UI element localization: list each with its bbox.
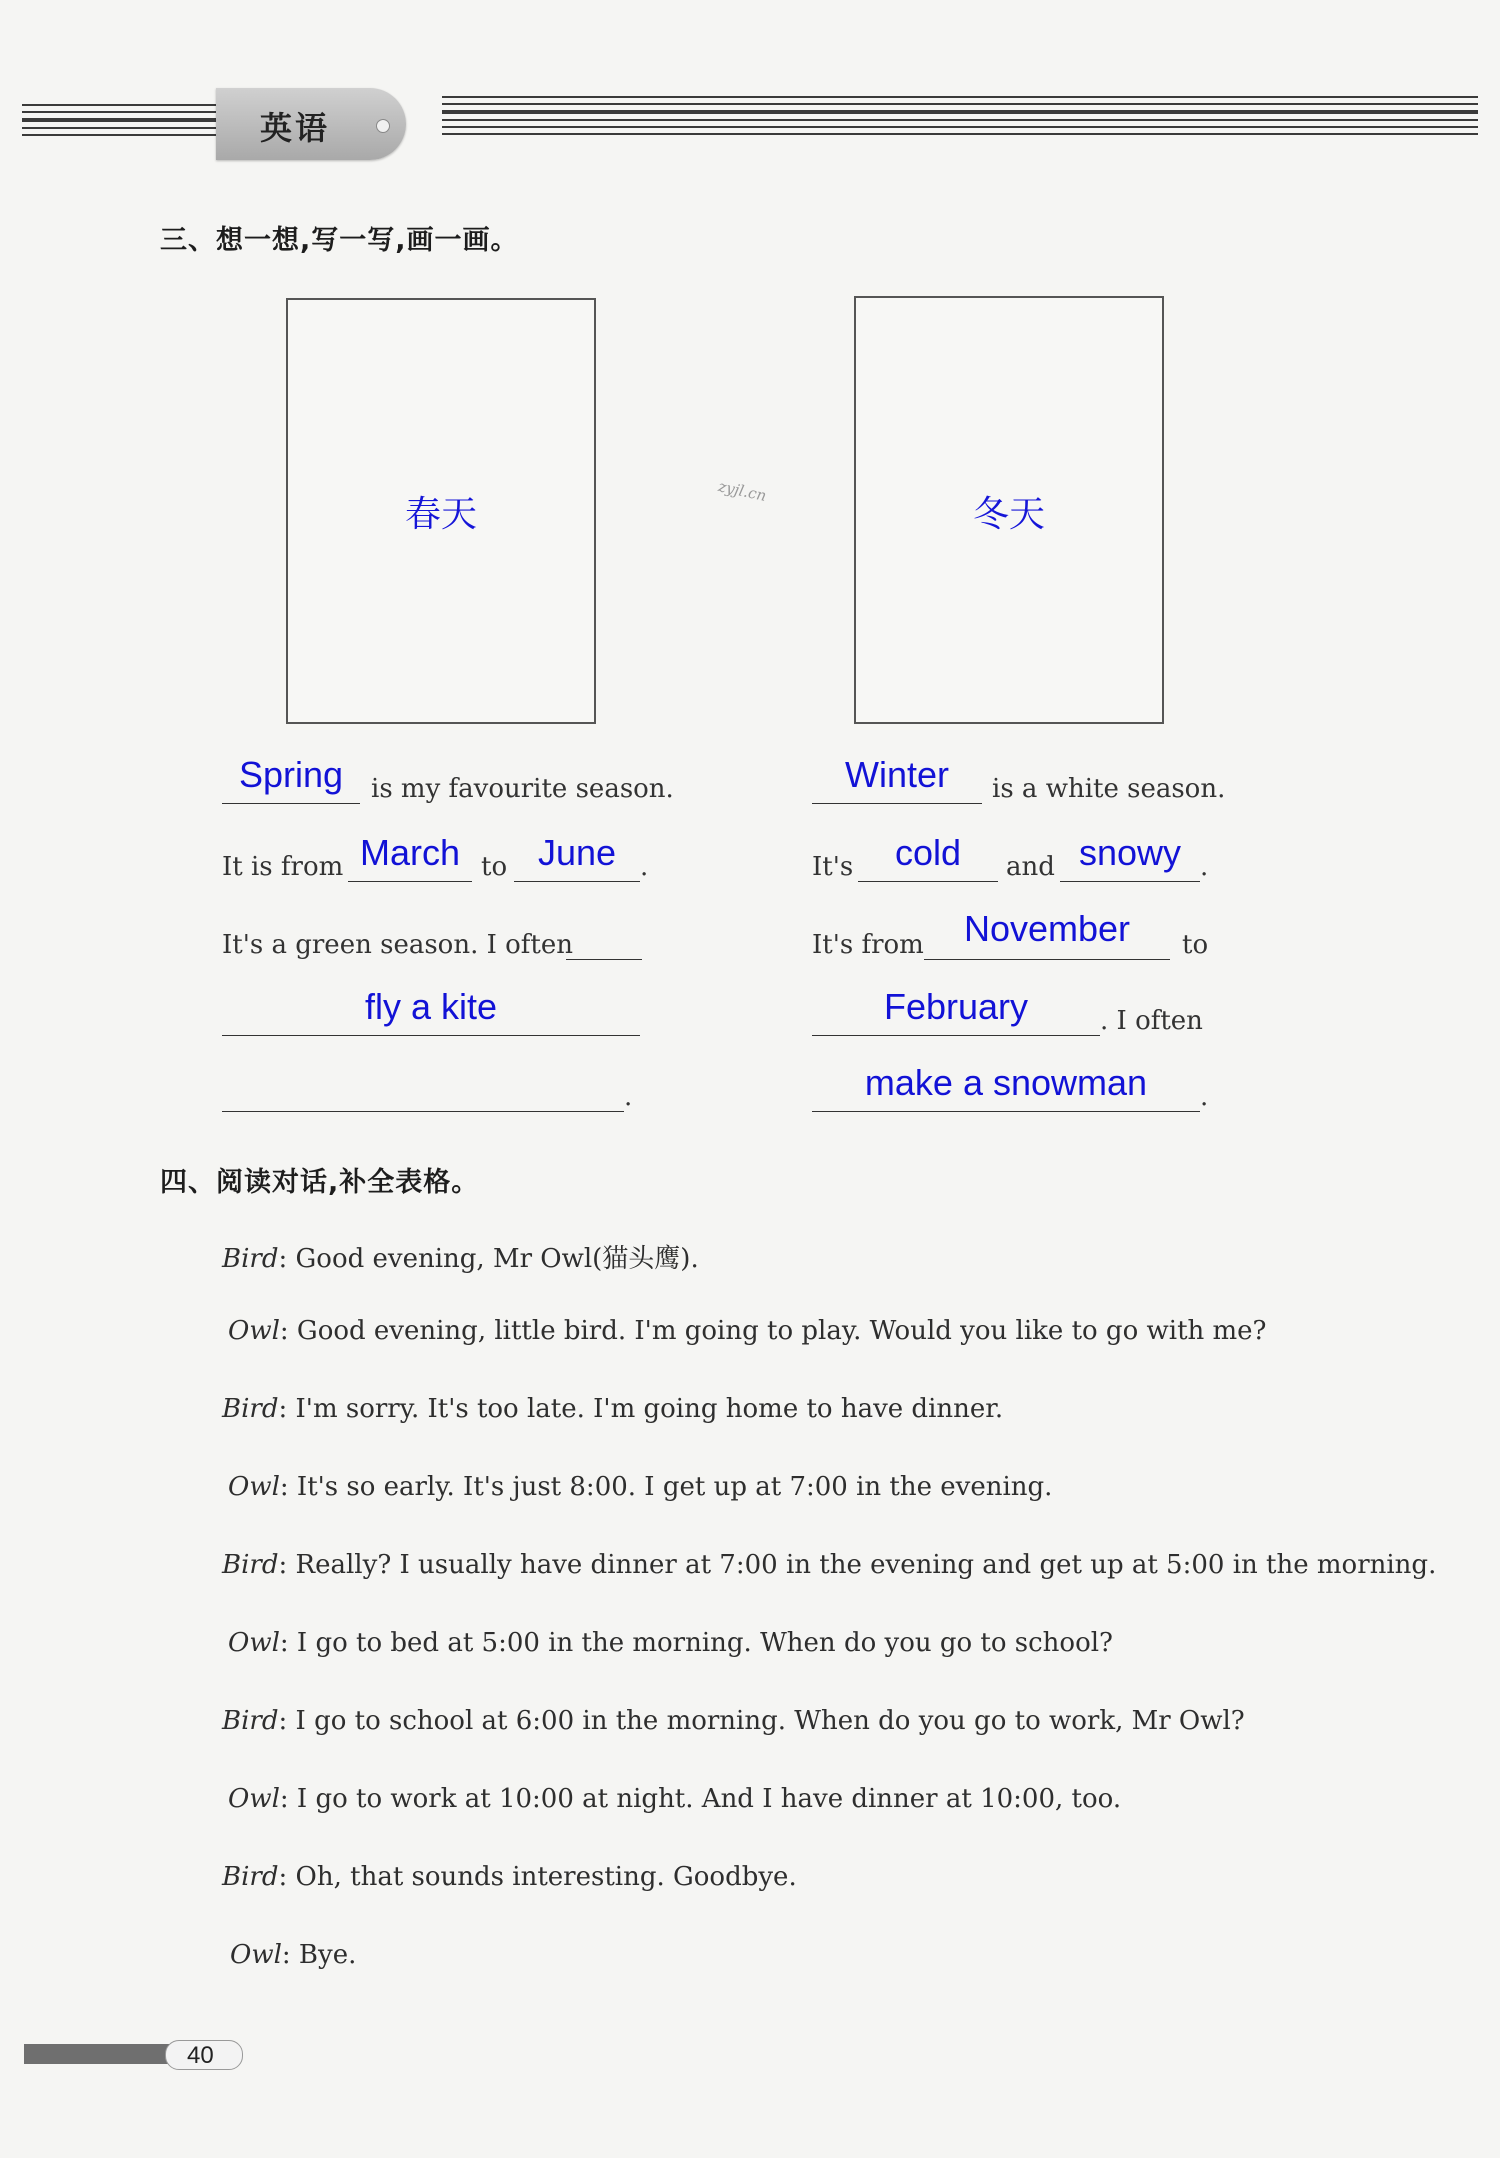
utterance: I go to school at 6:00 in the morning. When do you go to work, Mr Owl? <box>295 1706 1245 1736</box>
period: . <box>624 1082 633 1112</box>
text-and: and <box>1006 852 1055 882</box>
utterance: Bye. <box>298 1940 357 1970</box>
blank-line <box>812 1110 1200 1112</box>
blank-line <box>348 880 472 882</box>
answer-to-left: June <box>537 832 617 873</box>
answer-adjective-2: snowy <box>1078 832 1182 873</box>
answer-adjective-1: cold <box>894 832 962 873</box>
text-favourite: is my favourite season. <box>371 774 674 804</box>
text-to: to <box>481 852 508 882</box>
dialogue-line: Owl: I go to bed at 5:00 in the morning. When do you go to school? <box>228 1628 1113 1658</box>
blank-line <box>514 880 640 882</box>
text-often: . I often <box>1100 1006 1203 1036</box>
blank-line <box>566 958 642 960</box>
answer-season-right: Winter <box>844 754 949 795</box>
answer-activity-left: fly a kite <box>364 986 498 1027</box>
section4-heading: 四、阅读对话,补全表格。 <box>160 1167 480 1198</box>
picture-frame-spring <box>286 298 596 724</box>
page-number: 40 <box>187 2042 214 2069</box>
utterance: I go to work at 10:00 at night. And I have dinner at 10:00, too. <box>296 1784 1122 1814</box>
answer-activity-right: make a snowman <box>864 1062 1148 1103</box>
watermark: zyjl.cn <box>716 477 768 505</box>
dialogue-line: Bird: I go to school at 6:00 in the morning. When do you go to work, Mr Owl? <box>222 1706 1245 1736</box>
period: . <box>1200 1082 1209 1112</box>
footer-bar <box>24 2044 174 2064</box>
text-its-from: It's from <box>812 930 924 960</box>
header-rule-right <box>442 96 1478 140</box>
speaker: Owl <box>228 1472 280 1502</box>
period: . <box>1200 852 1209 882</box>
blank-line <box>1060 880 1200 882</box>
dialogue-line: Bird: Good evening, Mr Owl(猫头鹰). <box>222 1244 699 1274</box>
text-green-season: It's a green season. I often <box>222 930 573 960</box>
utterance: It's so early. It's just 8:00. I get up at 7:00 in the evening. <box>296 1472 1053 1502</box>
dialogue-line: Bird: Oh, that sounds interesting. Goodbye. <box>222 1862 797 1892</box>
speaker: Owl <box>228 1316 280 1346</box>
blank-line <box>222 1110 624 1112</box>
blank-line <box>222 1034 640 1036</box>
speaker: Bird <box>222 1862 279 1892</box>
dialogue-line: Bird: I'm sorry. It's too late. I'm going home to have dinner. <box>222 1394 1004 1424</box>
utterance: Oh, that sounds interesting. Goodbye. <box>295 1862 797 1892</box>
utterance: Good evening, Mr Owl(猫头鹰). <box>295 1244 699 1274</box>
answer-season-left: Spring <box>238 754 344 795</box>
subject-label: 英语 <box>260 109 331 147</box>
text-to: to <box>1182 930 1209 960</box>
speaker: Owl <box>228 1784 280 1814</box>
text-white-season: is a white season. <box>992 774 1226 804</box>
speaker: Owl <box>228 1628 280 1658</box>
blank-line <box>222 802 360 804</box>
blank-line <box>858 880 998 882</box>
answer-from-left: March <box>359 832 461 873</box>
utterance: I go to bed at 5:00 in the morning. When do you go to school? <box>296 1628 1113 1658</box>
utterance: Really? I usually have dinner at 7:00 in the evening and get up at 5:00 in the morning. <box>295 1550 1437 1580</box>
blank-line <box>812 802 982 804</box>
speaker: Bird <box>222 1244 279 1274</box>
picture-frame-winter <box>854 296 1164 724</box>
dialogue-line: Owl: I go to work at 10:00 at night. And I have dinner at 10:00, too. <box>228 1784 1122 1814</box>
tab-dot-icon <box>376 119 390 133</box>
dialogue-line: Owl: Good evening, little bird. I'm going to play. Would you like to go with me? <box>228 1316 1267 1346</box>
section3-heading: 三、想一想,写一写,画一画。 <box>160 225 519 256</box>
picture-label-winter: 冬天 <box>972 494 1045 535</box>
speaker: Bird <box>222 1550 279 1580</box>
speaker: Bird <box>222 1394 279 1424</box>
answer-to-right: February <box>883 986 1029 1027</box>
blank-line <box>924 958 1170 960</box>
utterance: Good evening, little bird. I'm going to play. Would you like to go with me? <box>296 1316 1267 1346</box>
dialogue-line: Owl: It's so early. It's just 8:00. I get up at 7:00 in the evening. <box>228 1472 1053 1502</box>
text-it-is-from: It is from <box>222 852 344 882</box>
text-its: It's <box>812 852 854 882</box>
subject-tab <box>216 88 406 160</box>
utterance: I'm sorry. It's too late. I'm going home to have dinner. <box>295 1394 1004 1424</box>
period: . <box>640 852 649 882</box>
answer-from-right: November <box>963 908 1131 949</box>
picture-label-spring: 春天 <box>404 494 477 535</box>
speaker: Owl <box>230 1940 282 1970</box>
header-rule-left <box>22 104 218 148</box>
blank-line <box>812 1034 1100 1036</box>
dialogue-line: Owl: Bye. <box>230 1940 357 1970</box>
speaker: Bird <box>222 1706 279 1736</box>
dialogue-line: Bird: Really? I usually have dinner at 7:00 in the evening and get up at 5:00 in the morning. <box>222 1550 1437 1580</box>
